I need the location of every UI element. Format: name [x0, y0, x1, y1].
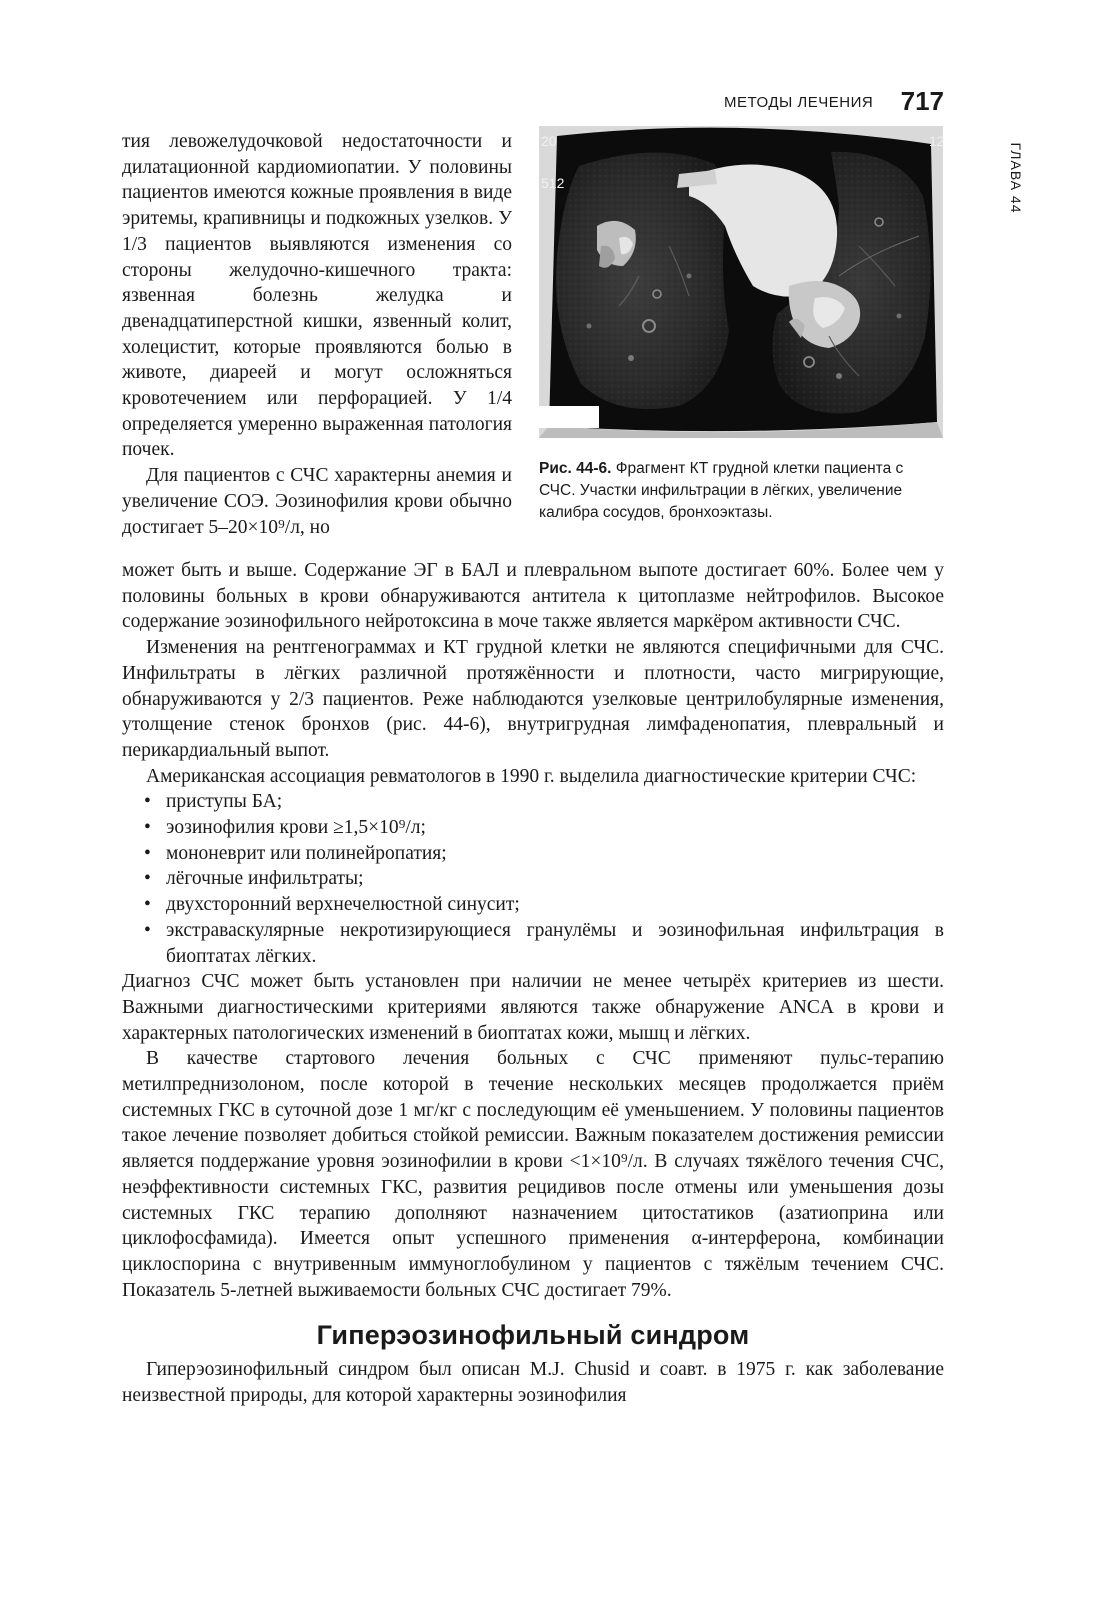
main-text	[122, 558, 944, 1409]
paragraph: Гиперэозинофильный синдром был описан M.J. Chusid и соавт. в 1975 г. как заболевание неизвестной природы, для которой характерны эозинофилия	[122, 1359, 944, 1406]
figure-44-6	[539, 126, 943, 524]
list-item-text: экстраваскулярные некротизирующиеся гранулёмы и эозинофильная инфильтрация в биоптатах лёгких.	[166, 919, 944, 967]
paragraph: Изменения на рентгенограммах и КТ грудной клетки не являются специфичными для СЧС. Инфильтраты в лёгких различной протяжённости и плотности, часто мигрирующие, обнаруживаются у 2/3 пациентов. Реже наблюдаются узелковые центрилобулярные изменения, утолщение стенок бронхов (рис. 44-6), внутригрудная лимфаденопатия, плевральный и перикардиальный выпот.	[122, 637, 944, 761]
criteria-list	[122, 789, 944, 969]
paragraph: тия левожелудочковой недостаточности и дилатационной кардиомиопатии. У половины пациентов имеются кожные проявления в виде эритемы, крапивницы и подкожных узелков. У 1/3 пациентов выявляются изменения со стороны желудочно-кишечного тракта: язвенная болезнь желудка и двенадцатиперстной кишки, язвенный колит, холецистит, которые проявляются болью в животе, диареей и могут осложняться кровотечением или перфорацией. У 1/4 определяется умеренно выраженная патология почек.	[122, 131, 512, 461]
list-item	[122, 841, 944, 867]
caption-text: Фрагмент КТ грудной клетки пациента с СЧС. Участки инфильтрации в лёгких, увеличение калибра сосудов, бронхоэктазы.	[539, 460, 904, 521]
list-item-text: эозинофилия крови ≥1,5×10⁹/л;	[166, 817, 426, 839]
paragraph: Американская ассоциация ревматологов в 1990 г. выделила диагностические критерии СЧС:	[146, 765, 917, 787]
chapter-tab	[1004, 138, 1028, 218]
section-heading: Гиперэозинофильный синдром	[316, 1320, 750, 1351]
bullet-icon: •	[144, 817, 151, 839]
list-item	[122, 892, 944, 918]
paragraph: Для пациентов с СЧС характерны анемия и увеличение СОЭ. Эозинофилия крови обычно достигает 5–20×10⁹/л, но	[122, 465, 512, 538]
list-item	[122, 866, 944, 892]
bullet-icon: •	[144, 919, 151, 941]
running-head	[724, 86, 944, 120]
paragraph: В качестве стартового лечения больных с СЧС применяют пульс-терапию метилпреднизолоном, после которой в течение нескольких месяцев продолжается приём системных ГКС в суточной дозе 1 мг/кг с последующим её уменьшением. У половины пациентов такое лечение позволяет добиться стойкой ремиссии. Важным показателем достижения ремиссии является поддержание уровня эозинофилии в крови <1×10⁹/л. В случаях тяжёлого течения СЧС, неэффективности системных ГКС, развития рецидивов после отмены или уменьшения дозы системных ГКС терапию дополняют назначением цитостатиков (азатиоприна или циклофосфамида). Имеется опыт успешного применения α-интерферона, комбинации циклоспорина с внутривенным иммуноглобулином у пациентов с тяжёлым течением СЧС. Показатель 5-летней выживаемости больных СЧС достигает 79%.	[122, 1048, 944, 1301]
paragraph: может быть и выше. Содержание ЭГ в БАЛ и плевральном выпоте достигает 60%. Более чем у половины больных в крови обнаруживаются антитела к цитоплазме нейтрофилов. Высокое содержание эозинофильного нейротоксина в моче также является маркёром активности СЧС.	[122, 560, 944, 633]
ct-overlay-label: 20	[541, 133, 557, 149]
list-item-text: лёгочные инфильтраты;	[166, 868, 364, 890]
list-item-text: двухсторонний верхнечелюстной синусит;	[166, 894, 520, 916]
left-column	[122, 129, 512, 540]
list-item	[122, 815, 944, 841]
figure-caption	[539, 458, 943, 524]
chapter-label: ГЛАВА 44	[1008, 142, 1024, 214]
bullet-icon: •	[144, 842, 151, 864]
list-item	[122, 789, 944, 815]
bullet-icon: •	[144, 868, 151, 890]
bullet-icon: •	[144, 894, 151, 916]
list-item	[122, 918, 944, 969]
ct-scan-image	[539, 126, 943, 438]
ct-overlay-label: 12	[929, 133, 945, 149]
list-item-text: приступы БА;	[166, 791, 283, 813]
caption-label: Рис. 44-6.	[539, 460, 612, 477]
ct-overlay-label: 512	[541, 175, 565, 191]
list-item-text: мононеврит или полинейропатия;	[166, 842, 447, 864]
page-number: 717	[900, 86, 944, 116]
section-title: МЕТОДЫ ЛЕЧЕНИЯ	[724, 94, 874, 111]
bullet-icon: •	[144, 791, 151, 813]
paragraph: Диагноз СЧС может быть установлен при наличии не менее четырёх критериев из шести. Важными диагностическими критериями являются также обнаружение ANCA в крови и характерных патологических изменений в биоптатах кожи, мышц и лёгких.	[122, 971, 944, 1044]
